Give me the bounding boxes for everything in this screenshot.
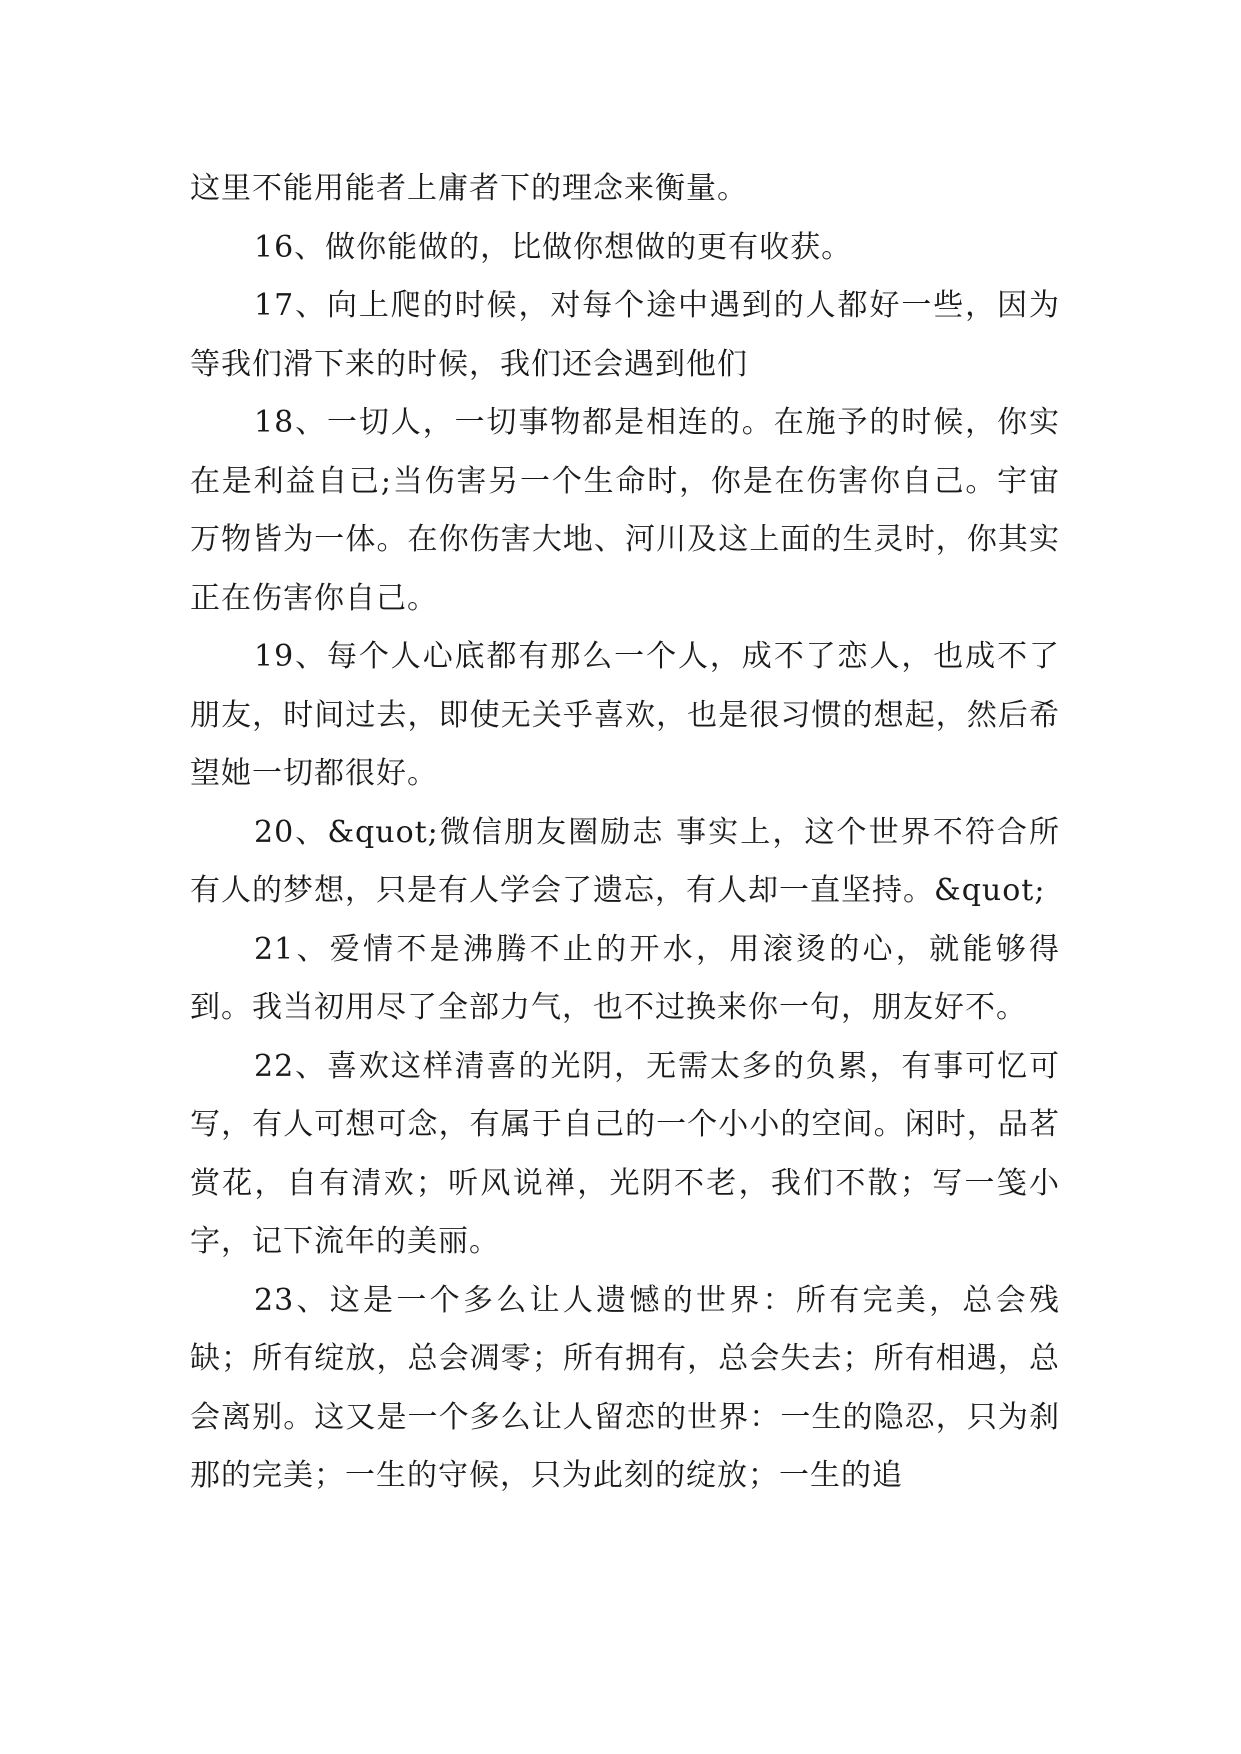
document-body <box>190 160 1060 1506</box>
paragraph-continuation: 这里不能用能者上庸者下的理念来衡量。 <box>190 171 748 206</box>
paragraph-20: 20、&quot;微信朋友圈励志 事实上，这个世界不符合所有人的梦想，只是有人学会了遗忘，有人却一直坚持。&quot; <box>190 814 1060 908</box>
paragraph-22: 22、喜欢这样清喜的光阴，无需太多的负累，有事可忆可写，有人可想可念，有属于自己的一个小小的空间。闲时，品茗赏花，自有清欢；听风说禅，光阴不老，我们不散；写一笺小字，记下流年的美丽。 <box>190 1048 1060 1259</box>
paragraph-17: 17、向上爬的时候，对每个途中遇到的人都好一些，因为等我们滑下来的时候，我们还会遇到他们 <box>190 288 1060 382</box>
paragraph-23: 23、这是一个多么让人遗憾的世界：所有完美，总会残缺；所有绽放，总会凋零；所有拥有，总会失去；所有相遇，总会离别。这又是一个多么让人留恋的世界：一生的隐忍，只为刹那的完美；一生的守候，只为此刻的绽放；一生的追 <box>190 1282 1060 1493</box>
paragraph-21: 21、爱情不是沸腾不止的开水，用滚烫的心，就能够得到。我当初用尽了全部力气，也不过换来你一句，朋友好不。 <box>190 931 1060 1025</box>
paragraph-16: 16、做你能做的，比做你想做的更有收获。 <box>254 229 853 265</box>
paragraph-18: 18、一切人，一切事物都是相连的。在施予的时候，你实在是利益自已;当伤害另一个生命时，你是在伤害你自己。宇宙万物皆为一体。在你伤害大地、河川及这上面的生灵时，你其实正在伤害你自己。 <box>190 405 1060 616</box>
paragraph-19: 19、每个人心底都有那么一个人，成不了恋人，也成不了朋友，时间过去，即使无关乎喜欢，也是很习惯的想起，然后希望她一切都很好。 <box>190 639 1060 791</box>
